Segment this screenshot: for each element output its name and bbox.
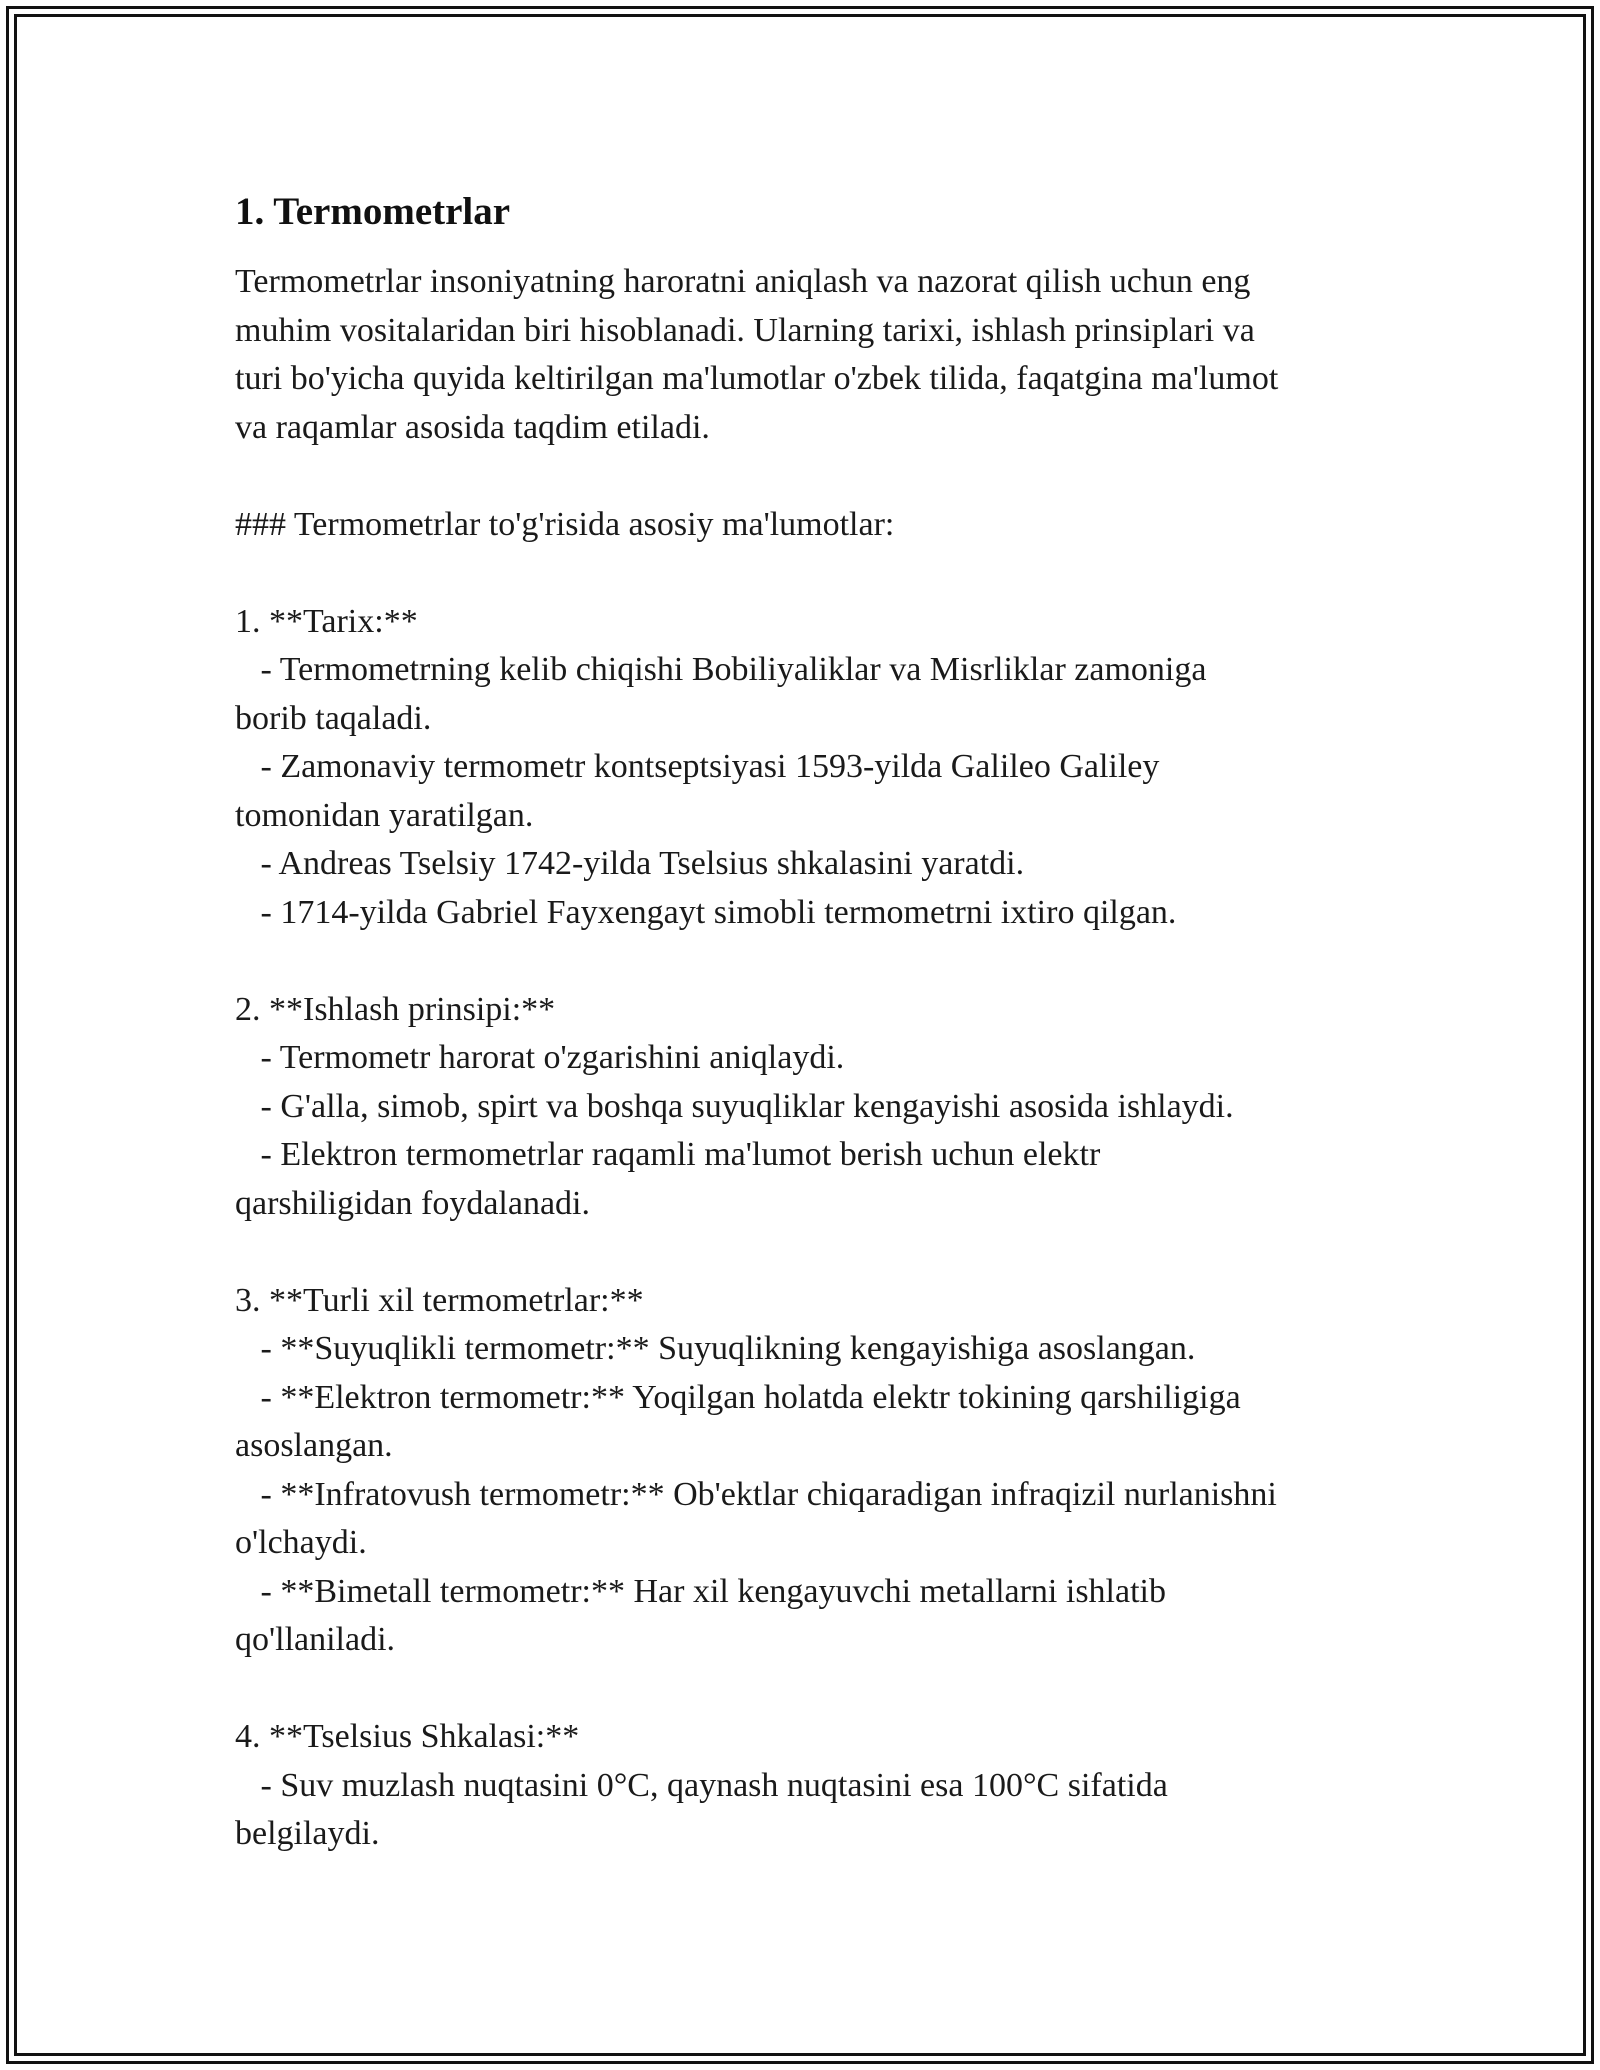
section-heading-turlari: 3. **Turli xil termometrlar:** bbox=[235, 1281, 644, 1319]
intro-line: muhim vositalaridan biri hisoblanadi. Ularning tarixi, ishlash prinsiplari va bbox=[235, 311, 1255, 349]
intro-line: va raqamlar asosida taqdim etiladi. bbox=[235, 408, 710, 446]
section-item: - **Infratovush termometr:** Ob'ektlar chiqaradigan infraqizil nurlanishni o'lchaydi. bbox=[235, 1475, 1277, 1561]
section-item: - Andreas Tselsiy 1742-yilda Tselsius shkalasini yaratdi. bbox=[235, 845, 1025, 882]
section-item: - **Elektron termometr:** Yoqilgan holatda elektr tokining qarshiligiga asoslangan. bbox=[235, 1378, 1241, 1464]
document-body bbox=[235, 188, 1385, 1859]
spacer bbox=[235, 1665, 1385, 1714]
intro-paragraph bbox=[235, 258, 1385, 452]
section-heading-tselsius: 4. **Tselsius Shkalasi:** bbox=[235, 1718, 580, 1755]
section-item: - Elektron termometrlar raqamli ma'lumot berish uchun elektr qarshiligidan foydalanadi. bbox=[235, 1136, 1101, 1222]
section-heading-ishlash: 2. **Ishlash prinsipi:** bbox=[235, 990, 556, 1028]
section-item: - Zamonaviy termometr kontseptsiyasi 1593-yilda Galileo Galiley tomonidan yaratilgan. bbox=[235, 748, 1160, 834]
spacer bbox=[235, 549, 1385, 598]
section-item: - 1714-yilda Gabriel Fayxengayt simobli termometrni ixtiro qilgan. bbox=[235, 893, 1177, 931]
section-item: - Termometrning kelib chiqishi Bobiliyaliklar va Misrliklar zamoniga borib taqaladi. bbox=[235, 651, 1207, 737]
section-item: - G'alla, simob, spirt va boshqa suyuqliklar kengayishi asosida ishlaydi. bbox=[235, 1087, 1234, 1125]
spacer bbox=[235, 452, 1385, 501]
intro-line: Termometrlar insoniyatning haroratni aniqlash va nazorat qilish uchun eng bbox=[235, 263, 1251, 300]
intro-line: turi bo'yicha quyida keltirilgan ma'lumotlar o'zbek tilida, faqatgina ma'lumot bbox=[235, 360, 1279, 397]
section-item: - **Bimetall termometr:** Har xil kengayuvchi metallarni ishlatib qo'llaniladi. bbox=[235, 1572, 1166, 1658]
section-item: - Suv muzlash nuqtasini 0°C, qaynash nuqtasini esa 100°C sifatida belgilaydi. bbox=[235, 1766, 1168, 1852]
spacer bbox=[235, 1228, 1385, 1277]
section-item: - **Suyuqlikli termometr:** Suyuqlikning kengayishiga asoslangan. bbox=[235, 1330, 1196, 1367]
subheading: ### Termometrlar to'g'risida asosiy ma'lumotlar: bbox=[235, 505, 895, 543]
section-heading-tarix: 1. **Tarix:** bbox=[235, 602, 418, 640]
document-title: 1. Termometrlar bbox=[235, 190, 511, 233]
spacer bbox=[235, 937, 1385, 986]
section-item: - Termometr harorat o'zgarishini aniqlaydi. bbox=[235, 1039, 845, 1076]
